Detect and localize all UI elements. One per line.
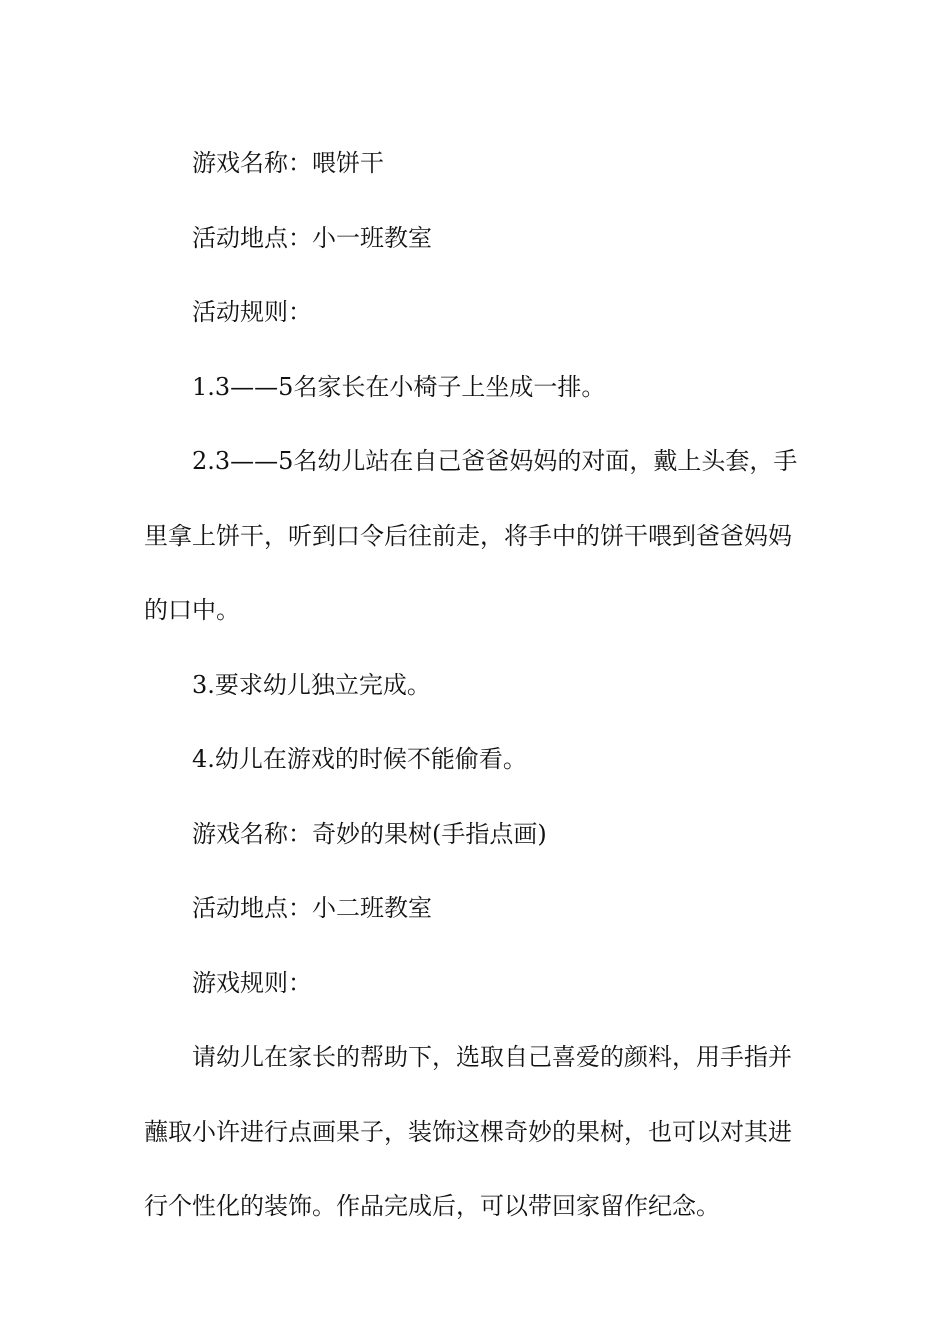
game-rules-text: 请幼儿在家长的帮助下，选取自己喜爱的颜料，用手指并蘸取小许进行点画果子，装饰这棵奇妙的果树，也可以对其进行个性化的装饰。作品完成后，可以带回家留作纪念。 <box>144 1043 792 1220</box>
game-name-1: 游戏名称：喂饼干 <box>192 149 384 177</box>
activity-rules-heading: 活动规则： <box>192 298 312 326</box>
activity-location-2: 活动地点：小二班教室 <box>192 894 432 922</box>
activity-location-1: 活动地点：小一班教室 <box>192 223 432 252</box>
document-body <box>144 126 806 1244</box>
rule-item-2: 2.3——5名幼儿站在自己爸爸妈妈的对面，戴上头套，手里拿上饼干，听到口令后往前走，将手中的饼干喂到爸爸妈妈的口中。 <box>144 447 798 624</box>
rule-item-3: 3.要求幼儿独立完成。 <box>192 670 431 699</box>
rule-item-1: 1.3——5名家长在小椅子上坐成一排。 <box>192 372 606 401</box>
rule-item-4: 4.幼儿在游戏的时候不能偷看。 <box>192 745 527 773</box>
game-name-2: 游戏名称：奇妙的果树(手指点画) <box>192 819 547 848</box>
game-rules-heading: 游戏规则： <box>192 968 312 997</box>
